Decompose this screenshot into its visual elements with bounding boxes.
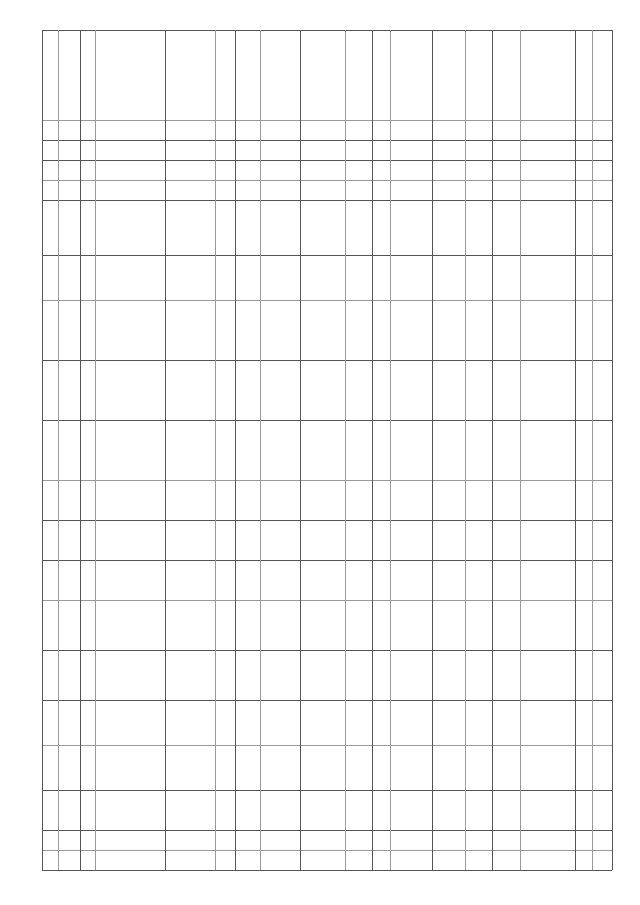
table-rule-horizontal <box>42 420 612 421</box>
table-rule-vertical <box>520 30 521 870</box>
table-rule-vertical <box>432 30 433 870</box>
table-rule-horizontal <box>42 850 612 851</box>
table-rule-horizontal <box>42 700 612 701</box>
table-rule-vertical <box>345 30 346 870</box>
table-rule-vertical <box>390 30 391 870</box>
table-rule-horizontal <box>42 255 612 256</box>
table-rule-vertical <box>42 30 43 870</box>
table-rule-vertical <box>612 30 613 870</box>
table-rule-horizontal <box>42 650 612 651</box>
table-rule-horizontal <box>42 520 612 521</box>
table-rule-horizontal <box>42 870 612 871</box>
table-rule-horizontal <box>42 745 612 746</box>
table-rule-horizontal <box>42 480 612 481</box>
table-rule-vertical <box>95 30 96 870</box>
table-rule-vertical <box>575 30 576 870</box>
table-rule-horizontal <box>42 360 612 361</box>
table-rule-horizontal <box>42 300 612 301</box>
table-rule-horizontal <box>42 560 612 561</box>
table-rule-horizontal <box>42 600 612 601</box>
table-rule-vertical <box>592 30 593 870</box>
table-rule-vertical <box>80 30 81 870</box>
table-rule-vertical <box>58 30 59 870</box>
table-rule-horizontal <box>42 160 612 161</box>
table-rule-horizontal <box>42 790 612 791</box>
table-rule-horizontal <box>42 140 612 141</box>
table-rule-horizontal <box>42 120 612 121</box>
table-rule-horizontal <box>42 30 612 31</box>
table-rule-vertical <box>372 30 373 870</box>
table-rule-horizontal <box>42 200 612 201</box>
table-rule-vertical <box>300 30 301 870</box>
table-rule-horizontal <box>42 180 612 181</box>
table-rule-vertical <box>492 30 493 870</box>
table-rule-vertical <box>465 30 466 870</box>
table-rule-vertical <box>165 30 166 870</box>
table-rule-vertical <box>235 30 236 870</box>
table-rule-horizontal <box>42 830 612 831</box>
table-rule-vertical <box>260 30 261 870</box>
table-rule-vertical <box>215 30 216 870</box>
